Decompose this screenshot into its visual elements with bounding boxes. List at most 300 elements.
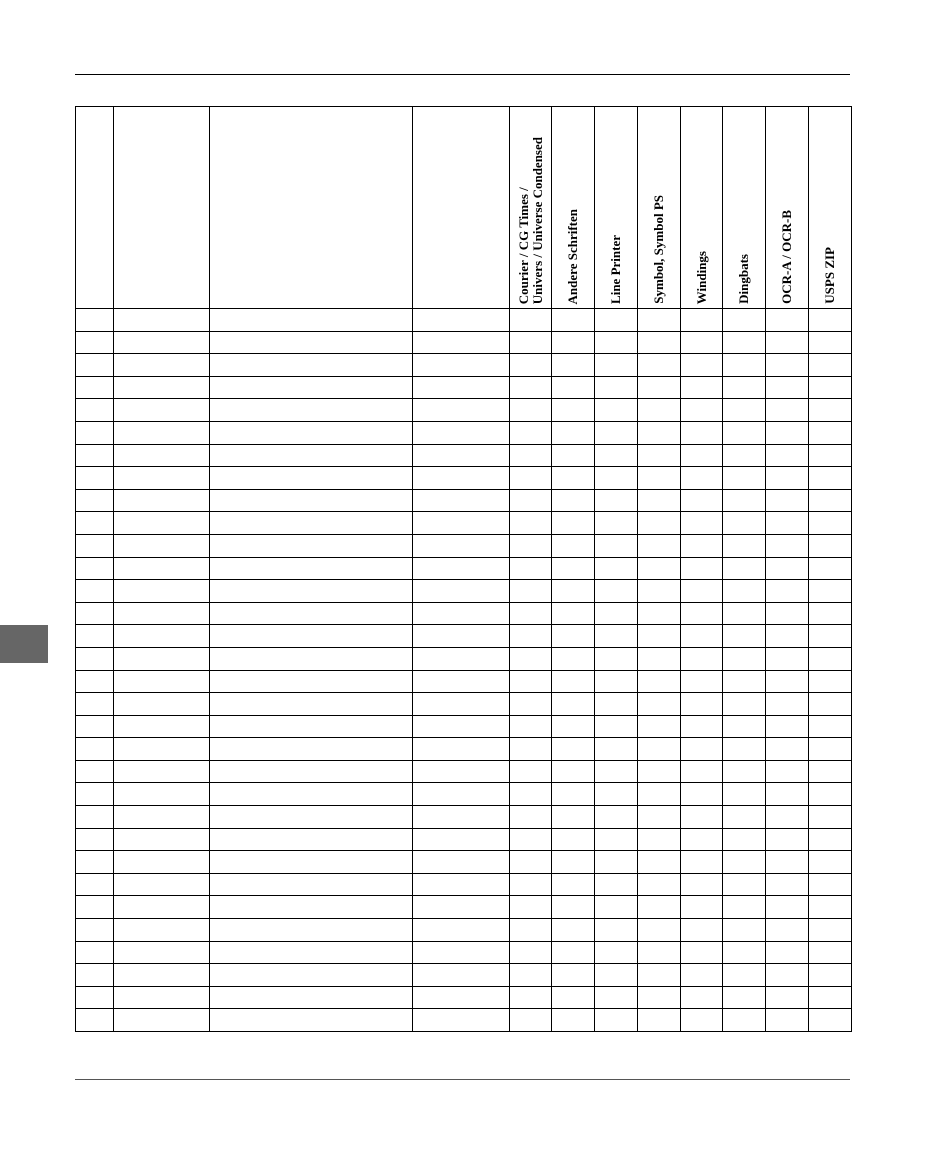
table-row xyxy=(76,489,852,512)
table-cell xyxy=(809,851,852,874)
table-cell xyxy=(210,376,413,399)
table-cell xyxy=(210,783,413,806)
table-cell xyxy=(595,489,638,512)
table-cell xyxy=(809,783,852,806)
table-cell xyxy=(595,421,638,444)
table-cell xyxy=(681,964,723,987)
table-cell xyxy=(681,760,723,783)
table-cell xyxy=(413,647,510,670)
table-cell xyxy=(723,964,766,987)
table-cell xyxy=(638,964,681,987)
table-cell xyxy=(210,919,413,942)
table-cell xyxy=(723,670,766,693)
table-cell xyxy=(210,444,413,467)
table-cell xyxy=(723,309,766,332)
table-cell xyxy=(76,354,114,377)
table-cell xyxy=(413,467,510,490)
table-cell xyxy=(681,534,723,557)
table-cell xyxy=(413,331,510,354)
table-cell xyxy=(638,806,681,829)
table-cell xyxy=(595,783,638,806)
table-cell xyxy=(510,557,552,580)
table-cell xyxy=(766,1009,809,1032)
table-cell xyxy=(681,354,723,377)
table-cell xyxy=(766,647,809,670)
table-cell xyxy=(595,399,638,422)
table-cell xyxy=(809,309,852,332)
table-cell xyxy=(595,331,638,354)
table-cell xyxy=(595,851,638,874)
table-cell xyxy=(552,625,595,648)
table-cell xyxy=(638,580,681,603)
table-cell xyxy=(413,1009,510,1032)
table-cell xyxy=(76,828,114,851)
table-cell xyxy=(510,919,552,942)
table-cell xyxy=(114,941,210,964)
table-cell xyxy=(595,647,638,670)
table-cell xyxy=(510,647,552,670)
header-cell-3 xyxy=(210,107,413,309)
header-cell-4 xyxy=(413,107,510,309)
table-cell xyxy=(510,986,552,1009)
table-cell xyxy=(638,715,681,738)
table-cell xyxy=(809,828,852,851)
table-cell xyxy=(210,1009,413,1032)
table-body xyxy=(76,309,852,1032)
table-cell xyxy=(809,421,852,444)
table-cell xyxy=(766,851,809,874)
table-row xyxy=(76,557,852,580)
table-cell xyxy=(681,489,723,512)
table-cell xyxy=(76,806,114,829)
table-cell xyxy=(723,693,766,716)
table-cell xyxy=(210,986,413,1009)
table-cell xyxy=(552,602,595,625)
table-cell xyxy=(210,512,413,535)
table-cell xyxy=(413,941,510,964)
table-cell xyxy=(76,580,114,603)
table-cell xyxy=(723,896,766,919)
table-cell xyxy=(638,557,681,580)
table-cell xyxy=(766,941,809,964)
header-row xyxy=(76,107,852,309)
header-ocr-label: OCR-A / OCR-B xyxy=(779,210,794,304)
table-cell xyxy=(681,828,723,851)
table-cell xyxy=(681,715,723,738)
table-cell xyxy=(638,986,681,1009)
table-cell xyxy=(766,512,809,535)
table-cell xyxy=(76,512,114,535)
table-row xyxy=(76,467,852,490)
table-cell xyxy=(766,580,809,603)
header-dingbats-label: Dingbats xyxy=(736,254,751,304)
table-cell xyxy=(723,580,766,603)
table-cell xyxy=(413,512,510,535)
table-cell xyxy=(809,354,852,377)
table-cell xyxy=(595,828,638,851)
table-cell xyxy=(638,670,681,693)
table-row xyxy=(76,512,852,535)
table-cell xyxy=(510,331,552,354)
header-symbol xyxy=(638,107,681,309)
table-cell xyxy=(723,399,766,422)
table-row xyxy=(76,602,852,625)
table-cell xyxy=(76,715,114,738)
table-cell xyxy=(114,557,210,580)
table-cell xyxy=(595,1009,638,1032)
table-cell xyxy=(552,354,595,377)
table-cell xyxy=(723,467,766,490)
table-cell xyxy=(413,421,510,444)
table-cell xyxy=(723,331,766,354)
table-cell xyxy=(681,851,723,874)
table-cell xyxy=(510,602,552,625)
table-cell xyxy=(413,376,510,399)
table-cell xyxy=(638,602,681,625)
table-cell xyxy=(595,309,638,332)
table-cell xyxy=(413,986,510,1009)
table-cell xyxy=(210,557,413,580)
table-cell xyxy=(809,534,852,557)
table-cell xyxy=(210,806,413,829)
table-cell xyxy=(595,964,638,987)
table-row xyxy=(76,421,852,444)
table-cell xyxy=(552,534,595,557)
table-cell xyxy=(114,964,210,987)
table-cell xyxy=(809,399,852,422)
header-symbol-label: Symbol, Symbol PS xyxy=(651,195,666,304)
table-cell xyxy=(413,806,510,829)
table-cell xyxy=(210,851,413,874)
table-cell xyxy=(638,1009,681,1032)
header-courier-line-2: Univers / Universe Condensed xyxy=(529,136,545,304)
table-cell xyxy=(552,783,595,806)
table-cell xyxy=(766,715,809,738)
table-cell xyxy=(595,760,638,783)
table-cell xyxy=(809,964,852,987)
table-cell xyxy=(723,489,766,512)
header-cell-1 xyxy=(76,107,114,309)
table-row xyxy=(76,625,852,648)
table-cell xyxy=(413,602,510,625)
table-cell xyxy=(413,309,510,332)
table-cell xyxy=(681,309,723,332)
table-cell xyxy=(638,647,681,670)
table-cell xyxy=(809,760,852,783)
table-cell xyxy=(638,760,681,783)
table-cell xyxy=(114,806,210,829)
table-cell xyxy=(638,534,681,557)
table-cell xyxy=(114,602,210,625)
table-row xyxy=(76,964,852,987)
table-cell xyxy=(723,647,766,670)
table-cell xyxy=(114,489,210,512)
table-cell xyxy=(809,602,852,625)
table-cell xyxy=(638,873,681,896)
table-cell xyxy=(595,715,638,738)
table-cell xyxy=(723,1009,766,1032)
table-row xyxy=(76,376,852,399)
table-cell xyxy=(809,919,852,942)
table-cell xyxy=(766,783,809,806)
table-cell xyxy=(766,309,809,332)
table-cell xyxy=(510,444,552,467)
table-row xyxy=(76,896,852,919)
table-cell xyxy=(809,331,852,354)
table-cell xyxy=(552,557,595,580)
table-cell xyxy=(210,670,413,693)
table-cell xyxy=(638,783,681,806)
table-cell xyxy=(723,602,766,625)
table-cell xyxy=(210,964,413,987)
table-cell xyxy=(681,1009,723,1032)
table-cell xyxy=(76,489,114,512)
table-cell xyxy=(681,399,723,422)
table-cell xyxy=(766,557,809,580)
table-cell xyxy=(114,873,210,896)
table-cell xyxy=(76,467,114,490)
table-cell xyxy=(809,557,852,580)
table-cell xyxy=(510,512,552,535)
table-cell xyxy=(114,444,210,467)
table-cell xyxy=(552,580,595,603)
table-cell xyxy=(510,1009,552,1032)
table-cell xyxy=(114,467,210,490)
table-row xyxy=(76,580,852,603)
table-row xyxy=(76,309,852,332)
table-cell xyxy=(510,806,552,829)
table-cell xyxy=(413,851,510,874)
table-cell xyxy=(723,919,766,942)
table-cell xyxy=(766,625,809,648)
table-cell xyxy=(510,828,552,851)
table-cell xyxy=(552,873,595,896)
table-cell xyxy=(413,534,510,557)
table-cell xyxy=(114,625,210,648)
table-cell xyxy=(723,806,766,829)
table-cell xyxy=(595,354,638,377)
table-cell xyxy=(552,896,595,919)
table-cell xyxy=(595,444,638,467)
table-row xyxy=(76,1009,852,1032)
table-cell xyxy=(510,376,552,399)
header-windings-label: Windings xyxy=(693,250,709,304)
header-line-printer xyxy=(595,107,638,309)
table-cell xyxy=(510,399,552,422)
table-cell xyxy=(76,309,114,332)
table-cell xyxy=(552,647,595,670)
table-cell xyxy=(681,512,723,535)
table-cell xyxy=(638,421,681,444)
table-cell xyxy=(638,738,681,761)
table-cell xyxy=(413,828,510,851)
table-cell xyxy=(210,828,413,851)
chapter-tab xyxy=(0,625,48,663)
table-cell xyxy=(413,783,510,806)
table-cell xyxy=(76,896,114,919)
table-cell xyxy=(210,489,413,512)
table-cell xyxy=(114,580,210,603)
table-cell xyxy=(681,557,723,580)
table-cell xyxy=(210,896,413,919)
table-cell xyxy=(809,873,852,896)
table-cell xyxy=(413,738,510,761)
table-cell xyxy=(552,760,595,783)
table-cell xyxy=(766,670,809,693)
table-cell xyxy=(723,783,766,806)
table-cell xyxy=(595,580,638,603)
table-cell xyxy=(595,376,638,399)
table-cell xyxy=(723,738,766,761)
table-cell xyxy=(595,625,638,648)
table-cell xyxy=(681,331,723,354)
table-cell xyxy=(76,693,114,716)
header-usps-zip-label: USPS ZIP xyxy=(822,247,837,304)
table-cell xyxy=(681,941,723,964)
table-cell xyxy=(510,738,552,761)
header-dingbats xyxy=(723,107,766,309)
table-cell xyxy=(723,828,766,851)
table-cell xyxy=(552,715,595,738)
table-cell xyxy=(638,693,681,716)
table-row xyxy=(76,738,852,761)
table-cell xyxy=(766,806,809,829)
table-cell xyxy=(809,489,852,512)
table-cell xyxy=(766,602,809,625)
table-cell xyxy=(723,534,766,557)
table-row xyxy=(76,873,852,896)
table-row xyxy=(76,919,852,942)
table-cell xyxy=(681,783,723,806)
font-table xyxy=(75,106,852,1032)
table-cell xyxy=(413,444,510,467)
table-cell xyxy=(210,602,413,625)
table-cell xyxy=(595,873,638,896)
table-cell xyxy=(413,354,510,377)
table-row xyxy=(76,806,852,829)
table-cell xyxy=(638,828,681,851)
table-cell xyxy=(552,512,595,535)
table-cell xyxy=(210,309,413,332)
top-rule xyxy=(75,74,850,75)
table-cell xyxy=(681,602,723,625)
table-cell xyxy=(510,534,552,557)
table-cell xyxy=(766,421,809,444)
table-cell xyxy=(809,625,852,648)
table-cell xyxy=(681,693,723,716)
table-cell xyxy=(681,580,723,603)
table-cell xyxy=(413,557,510,580)
table-row xyxy=(76,715,852,738)
table-row xyxy=(76,941,852,964)
table-cell xyxy=(552,399,595,422)
table-cell xyxy=(210,873,413,896)
table-cell xyxy=(766,467,809,490)
table-cell xyxy=(552,806,595,829)
table-row xyxy=(76,647,852,670)
table-cell xyxy=(413,715,510,738)
table-cell xyxy=(723,444,766,467)
table-cell xyxy=(210,467,413,490)
table-cell xyxy=(809,693,852,716)
table-cell xyxy=(681,919,723,942)
table-cell xyxy=(681,376,723,399)
table-cell xyxy=(76,647,114,670)
table-cell xyxy=(766,354,809,377)
table-cell xyxy=(76,738,114,761)
table-cell xyxy=(413,873,510,896)
table-cell xyxy=(552,309,595,332)
table-cell xyxy=(76,670,114,693)
table-cell xyxy=(638,489,681,512)
table-cell xyxy=(723,512,766,535)
table-cell xyxy=(595,693,638,716)
table-cell xyxy=(638,941,681,964)
table-cell xyxy=(510,354,552,377)
table-cell xyxy=(510,715,552,738)
table-cell xyxy=(114,715,210,738)
table-cell xyxy=(723,941,766,964)
table-cell xyxy=(552,444,595,467)
table-cell xyxy=(723,376,766,399)
table-cell xyxy=(766,738,809,761)
table-cell xyxy=(210,693,413,716)
table-row xyxy=(76,693,852,716)
table-cell xyxy=(114,354,210,377)
table-cell xyxy=(595,986,638,1009)
table-cell xyxy=(766,399,809,422)
table-cell xyxy=(552,941,595,964)
table-cell xyxy=(809,580,852,603)
table-row xyxy=(76,783,852,806)
table-cell xyxy=(766,534,809,557)
table-cell xyxy=(638,467,681,490)
table-cell xyxy=(552,738,595,761)
table-cell xyxy=(114,760,210,783)
table-cell xyxy=(595,941,638,964)
table-cell xyxy=(595,534,638,557)
header-ocr xyxy=(766,107,809,309)
table-cell xyxy=(114,1009,210,1032)
table-cell xyxy=(76,986,114,1009)
table-cell xyxy=(552,331,595,354)
table-cell xyxy=(681,986,723,1009)
table-cell xyxy=(76,760,114,783)
table-cell xyxy=(595,602,638,625)
table-cell xyxy=(552,919,595,942)
table-row xyxy=(76,534,852,557)
table-cell xyxy=(552,421,595,444)
table-cell xyxy=(552,376,595,399)
table-cell xyxy=(595,467,638,490)
table-cell xyxy=(766,828,809,851)
table-cell xyxy=(76,557,114,580)
table-row xyxy=(76,670,852,693)
table-cell xyxy=(76,783,114,806)
table-row xyxy=(76,399,852,422)
table-cell xyxy=(681,421,723,444)
table-cell xyxy=(114,851,210,874)
header-cell-2 xyxy=(114,107,210,309)
table-cell xyxy=(723,851,766,874)
table-cell xyxy=(595,512,638,535)
table-cell xyxy=(114,738,210,761)
table-cell xyxy=(638,354,681,377)
table-cell xyxy=(766,896,809,919)
table-cell xyxy=(114,376,210,399)
table-cell xyxy=(510,580,552,603)
table-cell xyxy=(723,986,766,1009)
